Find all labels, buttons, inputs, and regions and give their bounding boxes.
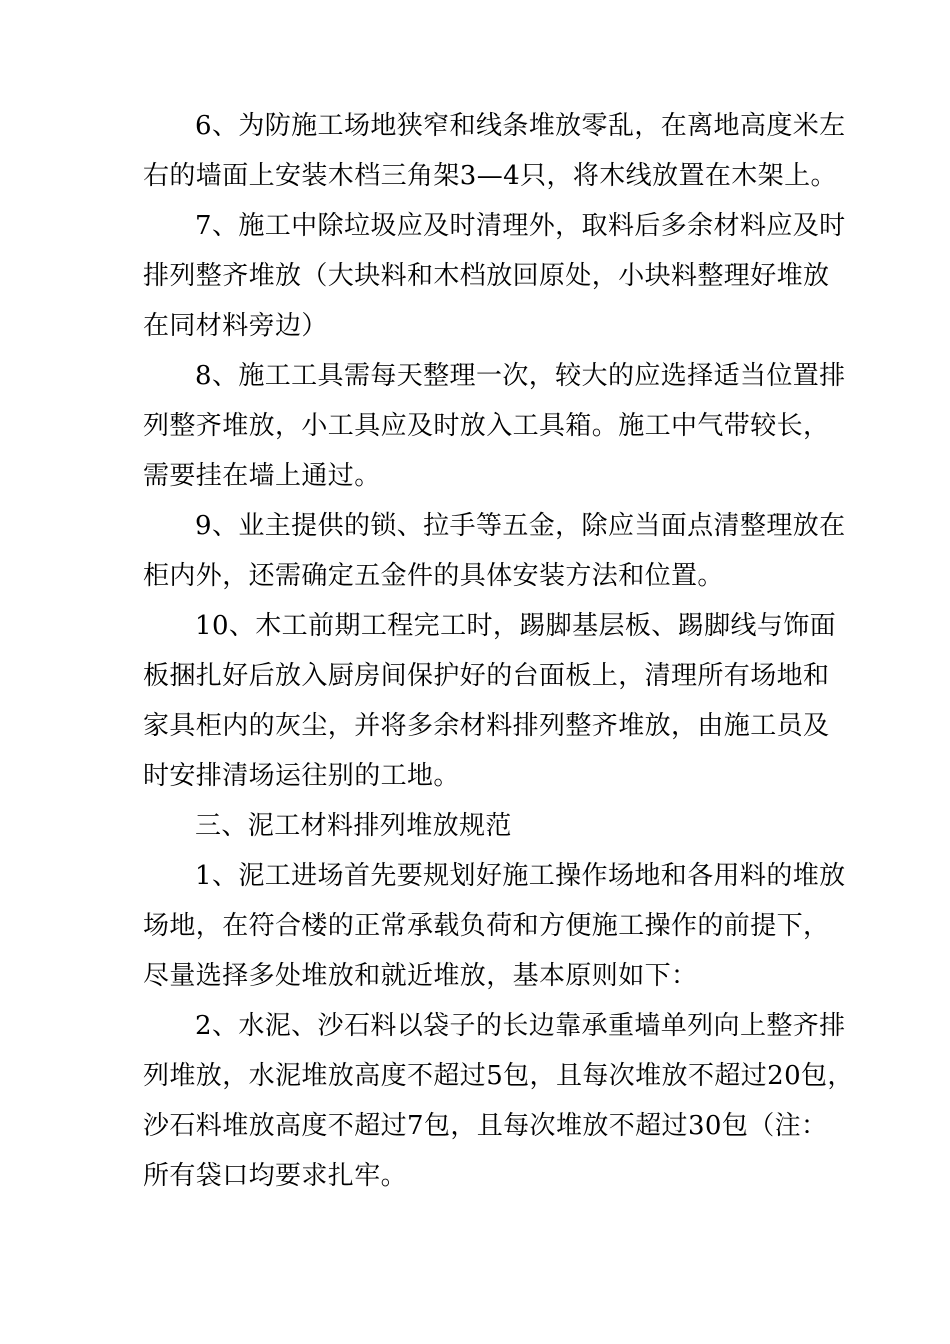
text-line: 排列整齐堆放（大块料和木档放回原处，小块料整理好堆放 xyxy=(143,261,830,291)
paragraph-item-6 xyxy=(143,101,846,201)
text-line: 需要挂在墙上通过。 xyxy=(143,461,381,491)
paragraph-item-7 xyxy=(143,201,846,351)
text-line: 1、泥工进场首先要规划好施工操作场地和各用料的堆放 xyxy=(195,861,846,891)
text-line: 8、施工工具需每天整理一次，较大的应选择适当位置排 xyxy=(195,361,846,391)
paragraph-item-9 xyxy=(143,501,846,601)
section-heading-text: 三、泥工材料排列堆放规范 xyxy=(195,811,512,841)
text-line: 场地，在符合楼的正常承载负荷和方便施工操作的前提下， xyxy=(143,911,830,941)
text-line: 柜内外，还需确定五金件的具体安装方法和位置。 xyxy=(143,561,724,591)
text-line: 在同材料旁边） xyxy=(143,311,328,341)
text-line: 所有袋口均要求扎牢。 xyxy=(143,1161,408,1191)
paragraph-item-2 xyxy=(143,1001,854,1201)
text-line: 板捆扎好后放入厨房间保护好的台面板上，清理所有场地和 xyxy=(143,661,830,691)
text-line: 6、为防施工场地狭窄和线条堆放零乱，在离地高度米左 xyxy=(195,111,846,141)
text-line: 10、木工前期工程完工时，踢脚基层板、踢脚线与饰面 xyxy=(195,611,837,641)
paragraph-item-8 xyxy=(143,351,846,501)
paragraph-item-10 xyxy=(143,601,837,801)
text-line: 家具柜内的灰尘，并将多余材料排列整齐堆放，由施工员及 xyxy=(143,711,830,741)
paragraph-item-1 xyxy=(143,851,846,1001)
text-line: 2、水泥、沙石料以袋子的长边靠承重墙单列向上整齐排 xyxy=(195,1011,846,1041)
document-body xyxy=(143,101,854,1201)
text-line: 7、施工中除垃圾应及时清理外，取料后多余材料应及时 xyxy=(195,211,846,241)
text-line: 沙石料堆放高度不超过7包，且每次堆放不超过30包（注： xyxy=(143,1111,828,1141)
text-line: 时安排清场运往别的工地。 xyxy=(143,761,460,791)
text-line: 列整齐堆放，小工具应及时放入工具箱。施工中气带较长， xyxy=(143,411,830,441)
text-line: 9、业主提供的锁、拉手等五金，除应当面点清整理放在 xyxy=(195,511,846,541)
text-line: 尽量选择多处堆放和就近堆放，基本原则如下： xyxy=(143,961,698,991)
text-line: 右的墙面上安装木档三角架3—4只，将木线放置在木架上。 xyxy=(143,161,837,191)
section-heading xyxy=(143,801,823,851)
text-line: 列堆放，水泥堆放高度不超过5包，且每次堆放不超过20包， xyxy=(143,1061,854,1091)
